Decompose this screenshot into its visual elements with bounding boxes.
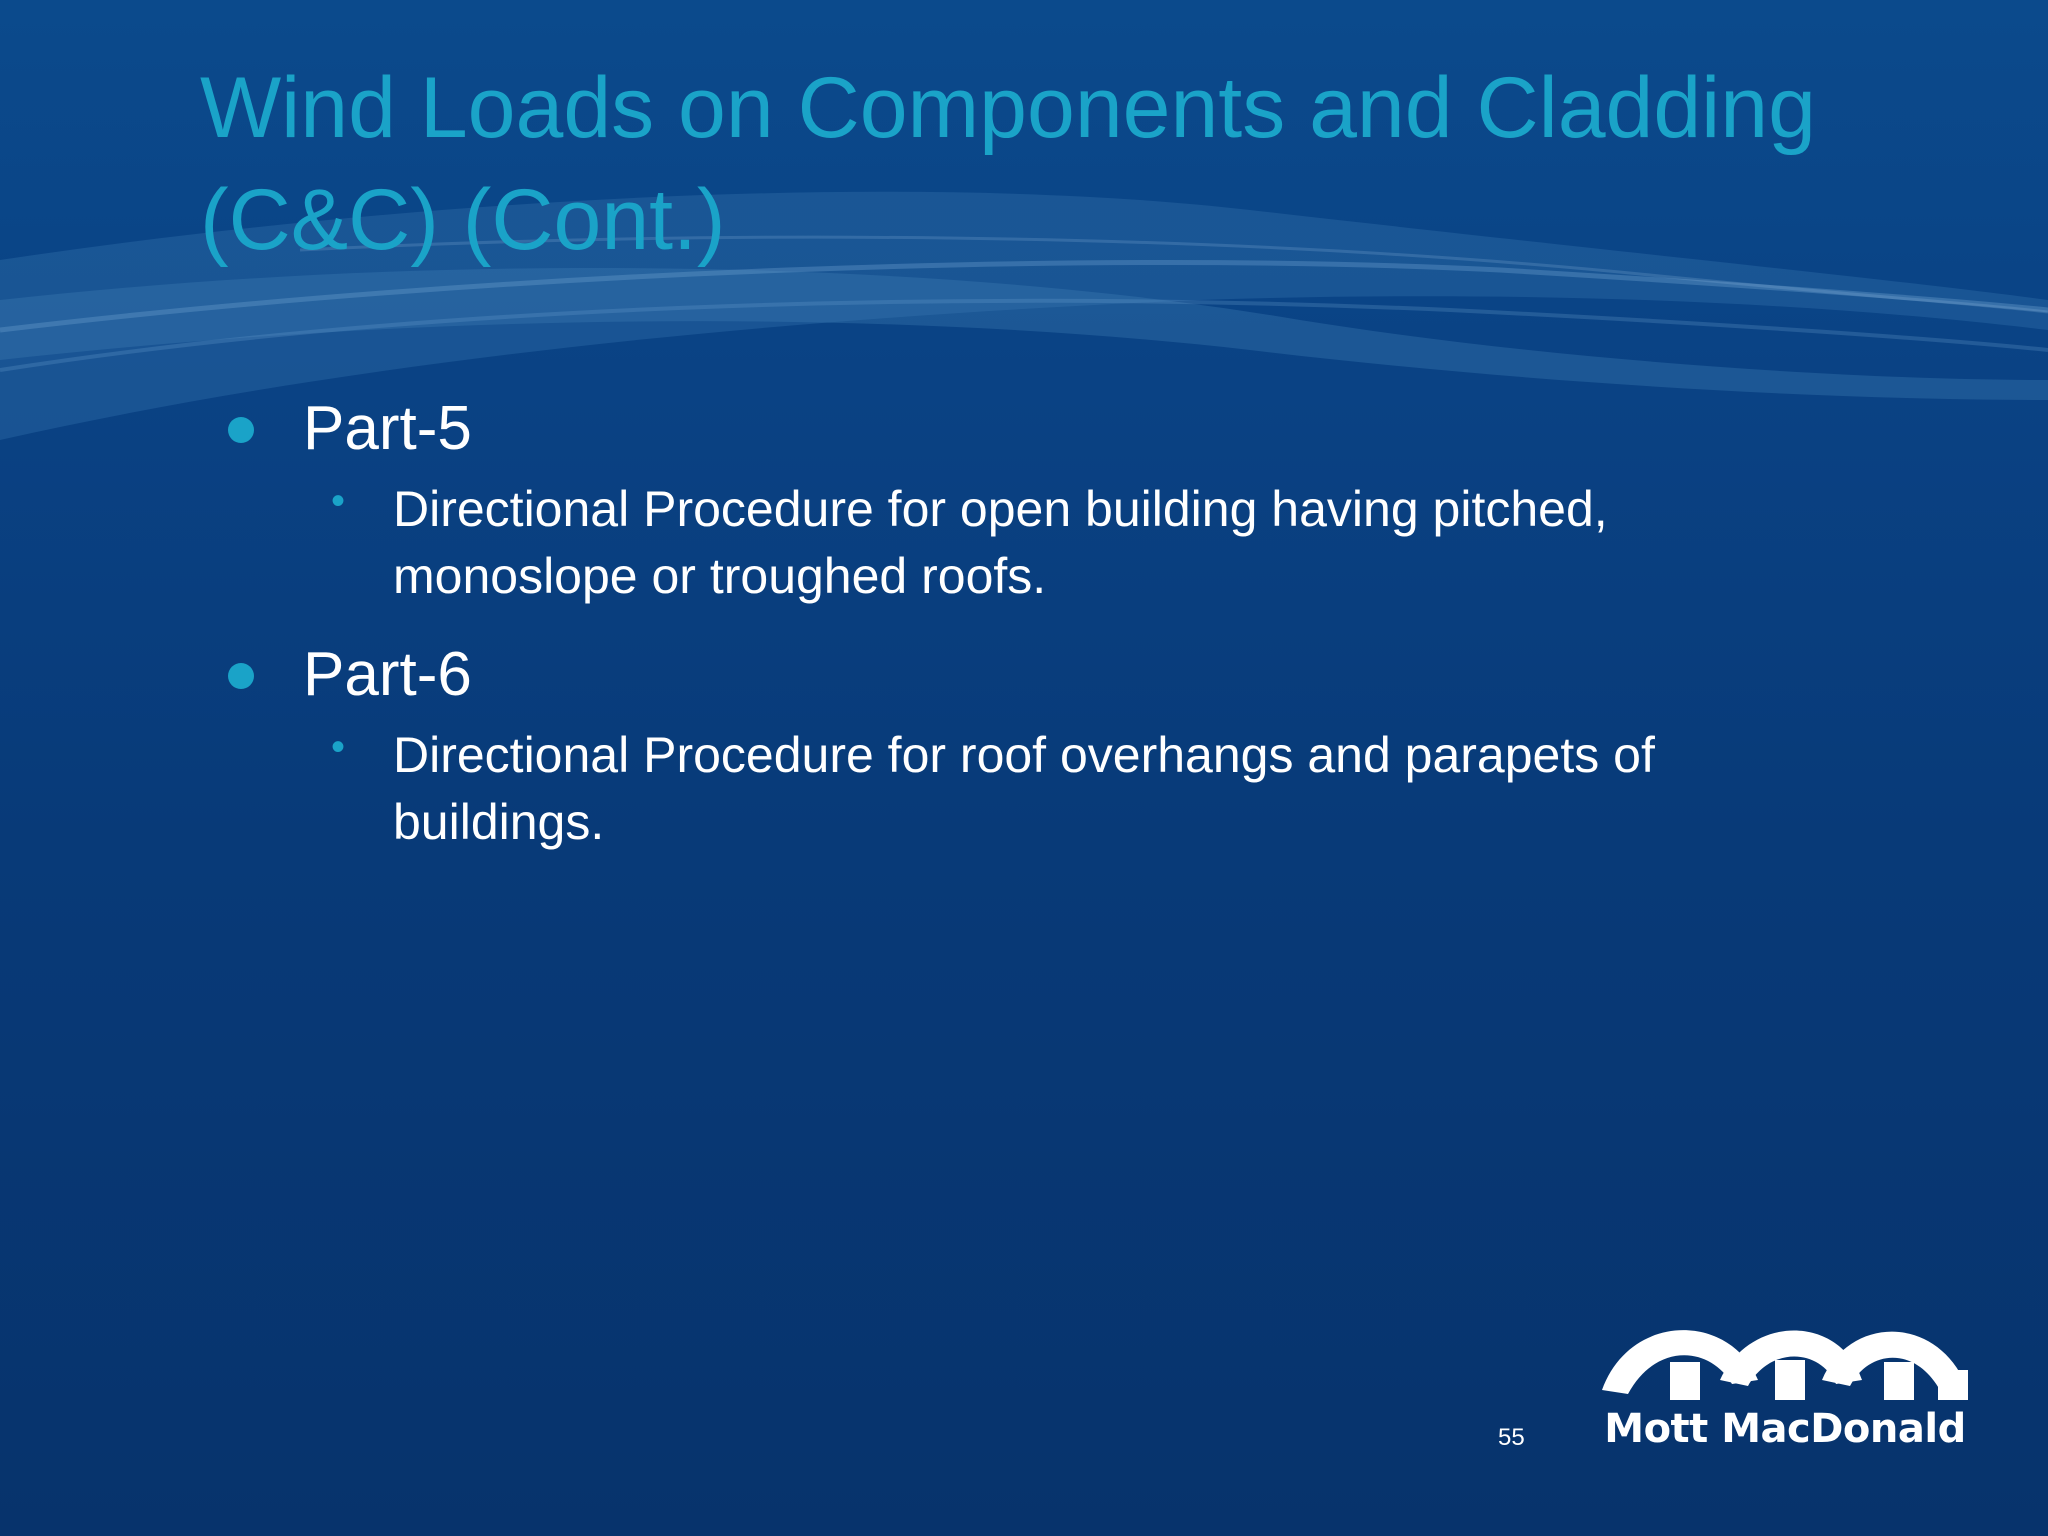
logo-arches-icon — [1600, 1320, 1970, 1410]
logo-wordmark: Mott MacDonald — [1604, 1406, 1966, 1452]
bullet-label: Part-6 — [303, 640, 472, 709]
sub-bullet — [331, 476, 1833, 610]
slide-title — [200, 52, 2000, 276]
sub-bullet-text: Directional Procedure for roof overhangs and parapets of buildings. — [393, 727, 1655, 850]
bullet-part-6 — [228, 636, 1928, 714]
slide-title-line-1: Wind Loads on Components and Cladding — [200, 60, 1816, 156]
round-bullet-icon — [228, 417, 254, 443]
slide-title-line-2: (C&C) (Cont.) — [200, 172, 726, 268]
bullet-label: Part-5 — [303, 394, 472, 463]
round-bullet-icon — [228, 663, 254, 689]
bullet-part-5 — [228, 390, 1928, 468]
sub-bullet-text: Directional Procedure for open building having pitched, monoslope or troughed roofs. — [393, 481, 1608, 604]
company-logo — [1600, 1320, 1970, 1450]
page-number: 55 — [1498, 1424, 1525, 1451]
dot-bullet-icon: • — [331, 725, 346, 769]
slide-body — [228, 390, 1928, 856]
sub-bullet — [331, 722, 1833, 856]
dot-bullet-icon: • — [331, 479, 346, 523]
